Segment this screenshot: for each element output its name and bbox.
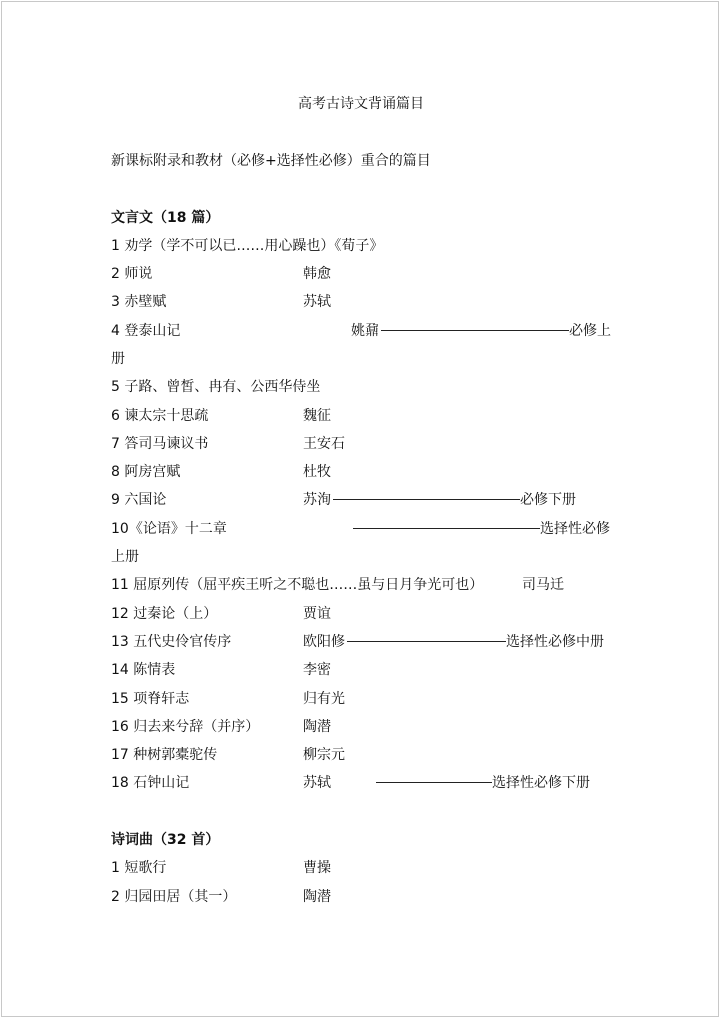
list-item: 15 项脊轩志 <box>111 691 190 707</box>
list-item: 13 五代史伶官传序 <box>111 634 232 650</box>
author: 曹操 <box>303 860 331 876</box>
document-page <box>1 1 719 1017</box>
volume-label: 选择性必修下册 <box>492 775 590 791</box>
author: 李密 <box>303 662 331 678</box>
volume-label-wrap: 册 <box>111 351 125 367</box>
divider-line <box>347 641 506 642</box>
list-item: 2 师说 <box>111 266 153 282</box>
list-item: 1 短歌行 <box>111 860 167 876</box>
list-item: 16 归去来兮辞（并序） <box>111 719 260 735</box>
list-item: 3 赤壁赋 <box>111 294 167 310</box>
list-item: 14 陈情表 <box>111 662 176 678</box>
volume-label: 必修上 <box>569 323 611 339</box>
author: 贾谊 <box>303 606 331 622</box>
list-item: 2 归园田居（其一） <box>111 889 237 905</box>
list-item: 17 种树郭橐驼传 <box>111 747 218 763</box>
author: 苏轼 <box>303 775 331 791</box>
list-item: 12 过秦论（上） <box>111 606 218 622</box>
divider-line <box>376 782 492 783</box>
section-heading-wenyan: 文言文（18 篇） <box>111 210 220 226</box>
divider-line <box>353 528 540 529</box>
author: 归有光 <box>303 691 345 707</box>
author: 陶潜 <box>303 719 331 735</box>
page-title: 高考古诗文背诵篇目 <box>298 96 424 112</box>
author: 韩愈 <box>303 266 331 282</box>
list-item: 10《论语》十二章 <box>111 521 227 537</box>
author: 陶潜 <box>303 889 331 905</box>
divider-line <box>333 499 520 500</box>
list-item: 8 阿房宫赋 <box>111 464 181 480</box>
author: 苏洵 <box>303 492 331 508</box>
volume-label: 必修下册 <box>520 492 576 508</box>
author: 杜牧 <box>303 464 331 480</box>
section-heading-shici: 诗词曲（32 首） <box>111 832 220 848</box>
volume-label-wrap: 上册 <box>111 549 139 565</box>
author: 苏轼 <box>303 294 331 310</box>
divider-line <box>381 330 569 331</box>
author: 柳宗元 <box>303 747 345 763</box>
list-item: 7 答司马谏议书 <box>111 436 209 452</box>
list-item: 18 石钟山记 <box>111 775 190 791</box>
volume-label: 选择性必修中册 <box>506 634 604 650</box>
volume-label: 选择性必修 <box>540 521 610 537</box>
author: 魏征 <box>303 408 331 424</box>
author: 欧阳修 <box>303 634 345 650</box>
list-item: 11 屈原列传（屈平疾王听之不聪也……虽与日月争光可也） <box>111 577 484 593</box>
list-item: 6 谏太宗十思疏 <box>111 408 209 424</box>
author: 司马迁 <box>522 577 564 593</box>
list-item: 5 子路、曾皙、冉有、公西华侍坐 <box>111 379 321 395</box>
author: 王安石 <box>303 436 345 452</box>
author: 姚鼐 <box>351 323 379 339</box>
list-item: 9 六国论 <box>111 492 167 508</box>
subtitle: 新课标附录和教材（必修+选择性必修）重合的篇目 <box>111 153 431 169</box>
list-item: 4 登泰山记 <box>111 323 181 339</box>
list-item: 1 劝学（学不可以已……用心躁也）《荀子》 <box>111 238 384 254</box>
